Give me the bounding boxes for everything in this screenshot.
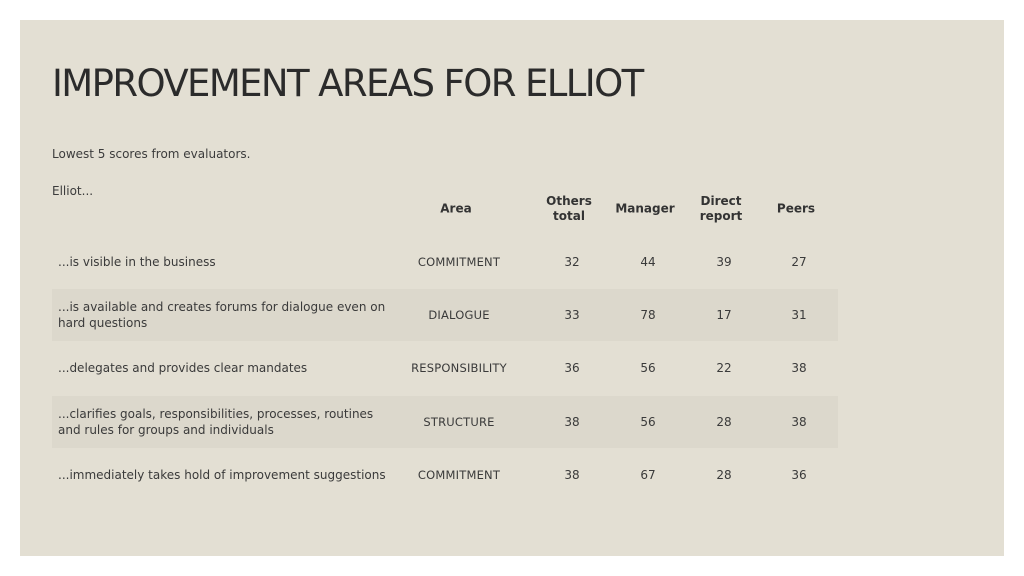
header-direct-report: Direct report <box>699 194 743 223</box>
row-others-total: 38 <box>564 468 580 482</box>
row-area: DIALOGUE <box>428 308 490 322</box>
row-peers: 27 <box>791 255 807 269</box>
row-statement: ...delegates and provides clear mandates <box>58 361 308 375</box>
row-area: COMMITMENT <box>417 468 501 482</box>
row-area: RESPONSIBILITY <box>411 361 507 375</box>
table-row <box>52 289 838 341</box>
row-statement: ...clarifies goals, responsibilities, processes, routines and rules for groups and individuals <box>58 407 374 437</box>
header-peers: Peers <box>776 201 816 216</box>
subject-label: Elliot... <box>52 184 94 198</box>
row-direct-report: 17 <box>716 308 732 322</box>
row-others-total: 33 <box>564 308 580 322</box>
row-peers: 31 <box>791 308 807 322</box>
row-peers: 36 <box>791 468 807 482</box>
row-others-total: 32 <box>564 255 580 269</box>
row-direct-report: 28 <box>716 468 732 482</box>
row-others-total: 36 <box>564 361 580 375</box>
table-row <box>52 236 838 288</box>
table-row <box>52 449 838 501</box>
row-direct-report: 28 <box>716 415 732 429</box>
row-manager: 56 <box>640 415 656 429</box>
row-manager: 56 <box>640 361 656 375</box>
table-row <box>52 396 838 448</box>
header-area: Area <box>440 201 472 216</box>
row-statement: ...is visible in the business <box>58 255 216 269</box>
row-peers: 38 <box>791 415 807 429</box>
slide-subtitle: Lowest 5 scores from evaluators. <box>52 147 251 161</box>
slide-title: IMPROVEMENT AREAS FOR ELLIOT <box>52 62 643 105</box>
table-row <box>52 342 838 394</box>
row-statement: ...is available and creates forums for dialogue even on hard questions <box>58 300 386 330</box>
header-others-total: Others total <box>546 194 592 223</box>
row-manager: 78 <box>640 308 656 322</box>
slide <box>20 20 1004 556</box>
row-peers: 38 <box>791 361 807 375</box>
row-manager: 67 <box>640 468 656 482</box>
row-manager: 44 <box>640 255 656 269</box>
row-area: COMMITMENT <box>417 255 501 269</box>
row-direct-report: 22 <box>716 361 732 375</box>
row-statement: ...immediately takes hold of improvement suggestions <box>58 468 386 482</box>
row-direct-report: 39 <box>716 255 732 269</box>
row-others-total: 38 <box>564 415 580 429</box>
header-manager: Manager <box>615 201 675 216</box>
row-area: STRUCTURE <box>423 415 495 429</box>
